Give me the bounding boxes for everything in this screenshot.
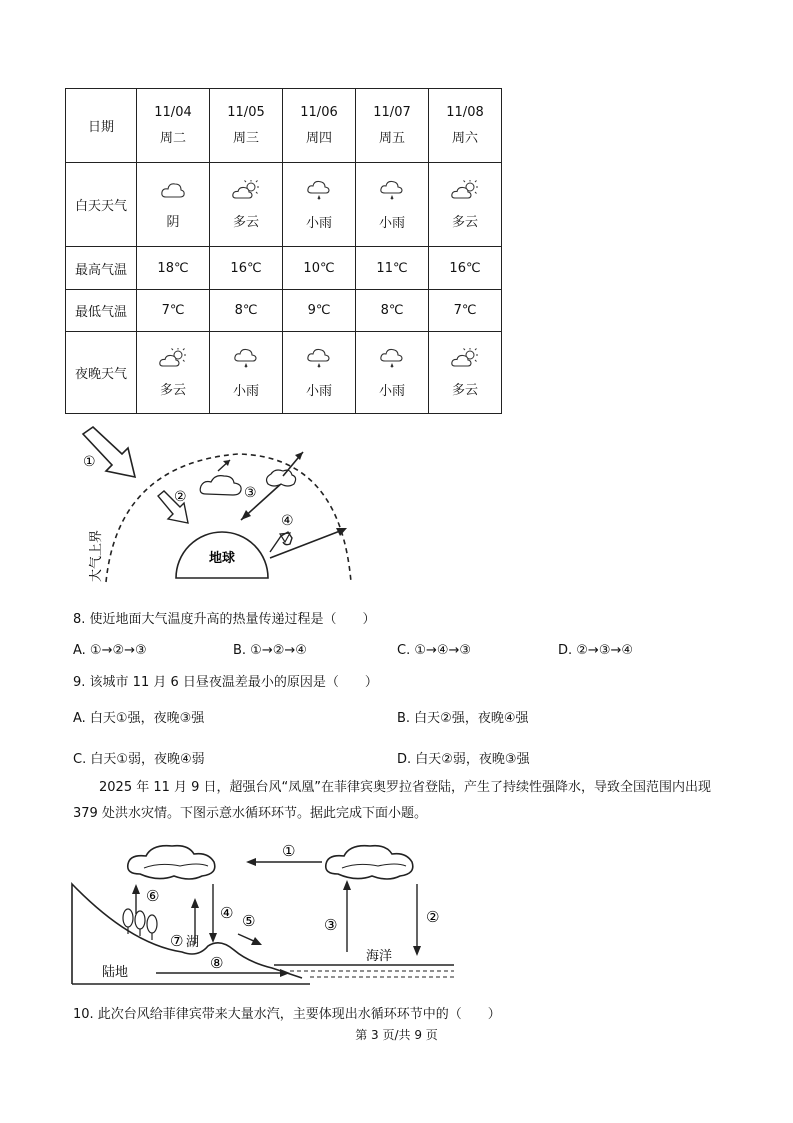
question-8-stem: 8. 使近地面大气温度升高的热量传递过程是（ ） [73, 612, 376, 627]
label-1: ① [282, 842, 296, 860]
label-2: ② [426, 908, 440, 926]
row-header: 白天天气 [66, 163, 137, 247]
day-weather: 多云 [232, 214, 259, 230]
label-8: ⑧ [210, 954, 224, 972]
row-header: 夜晚天气 [66, 332, 137, 414]
date: 11/06 [300, 104, 338, 120]
low-temp: 7℃ [429, 290, 502, 332]
row-header: 日期 [66, 89, 137, 163]
low-temp: 8℃ [356, 290, 429, 332]
label-2: ② [174, 489, 187, 505]
weekday: 周三 [232, 130, 259, 146]
lake-label: 湖 [186, 935, 200, 950]
high-temp: 16℃ [429, 247, 502, 290]
q8-option-d[interactable]: D. ②→③→④ [558, 643, 634, 658]
high-temp: 11℃ [356, 247, 429, 290]
table-row [66, 163, 502, 247]
land-cloud [128, 846, 215, 879]
night-weather: 多云 [451, 382, 478, 398]
light-rain-icon [379, 178, 405, 206]
high-temp: 16℃ [210, 247, 283, 290]
cloudy-icon [160, 179, 186, 205]
date: 11/07 [373, 104, 411, 120]
cloud-shape [200, 476, 241, 495]
day-weather: 小雨 [378, 215, 405, 231]
q9-option-c[interactable]: C. 白天①弱，夜晚④弱 [73, 752, 205, 767]
label-7: ⑦ [170, 932, 184, 950]
table-row [66, 290, 502, 332]
table-row [66, 332, 502, 414]
page-footer: 第 3 页/共 9 页 [355, 1028, 438, 1042]
night-weather: 小雨 [232, 383, 259, 399]
label-3: ③ [324, 916, 338, 934]
water-cycle-diagram [70, 834, 460, 994]
low-temp: 9℃ [283, 290, 356, 332]
ocean-label: 海洋 [366, 949, 393, 964]
label-1: ① [83, 454, 96, 470]
label-3: ③ [244, 485, 257, 501]
light-rain-icon [233, 346, 259, 374]
low-temp: 7℃ [137, 290, 210, 332]
trees [123, 909, 157, 940]
ocean-cloud [326, 846, 413, 879]
label-6: ⑥ [146, 887, 160, 905]
partly-cloudy-icon [231, 179, 261, 205]
light-rain-icon [306, 178, 332, 206]
night-weather: 小雨 [378, 383, 405, 399]
partly-cloudy-icon [450, 347, 480, 373]
date: 11/08 [446, 104, 484, 120]
day-weather: 小雨 [305, 215, 332, 231]
q9-option-d[interactable]: D. 白天②弱，夜晚③强 [397, 752, 530, 767]
night-weather: 小雨 [305, 383, 332, 399]
low-temp: 8℃ [210, 290, 283, 332]
earth-label: 地球 [208, 551, 236, 566]
weather-table [65, 88, 502, 414]
partly-cloudy-icon [450, 179, 480, 205]
table-row [66, 89, 502, 163]
high-temp: 18℃ [137, 247, 210, 290]
high-temp: 10℃ [283, 247, 356, 290]
q8-option-c[interactable]: C. ①→④→③ [397, 643, 472, 658]
date: 11/04 [154, 104, 192, 120]
boundary-label: 大气上界 [89, 529, 104, 582]
q8-option-a[interactable]: A. ①→②→③ [73, 643, 147, 658]
q9-option-a[interactable]: A. 白天①强，夜晚③强 [73, 711, 205, 726]
land-label: 陆地 [102, 965, 129, 980]
question-9-stem: 9. 该城市 11 月 6 日昼夜温差最小的原因是（ ） [73, 675, 378, 690]
weekday: 周六 [451, 130, 478, 146]
question-10-stem: 10. 此次台风给菲律宾带来大量水汽，主要体现出水循环环节中的（ ） [73, 1007, 501, 1022]
weekday: 周四 [305, 130, 332, 146]
row-header: 最高气温 [66, 247, 137, 290]
passage-text: 2025 年 11 月 9 日，超强台风“凤凰”在菲律宾奥罗拉省登陆，产生了持续性强降水，导致全国范围内出现 379 处洪水灾情。下图示意水循环环节。据此完成下面小题。 [73, 780, 712, 821]
q8-option-b[interactable]: B. ①→②→④ [233, 643, 307, 658]
night-weather: 多云 [159, 382, 186, 398]
day-weather: 阴 [166, 214, 180, 230]
date: 11/05 [227, 104, 265, 120]
day-weather: 多云 [451, 214, 478, 230]
atmosphere-heat-diagram [78, 424, 368, 586]
table-row [66, 247, 502, 290]
light-rain-icon [306, 346, 332, 374]
label-4: ④ [220, 904, 234, 922]
label-5: ⑤ [242, 912, 256, 930]
light-rain-icon [379, 346, 405, 374]
row-header: 最低气温 [66, 290, 137, 332]
weekday: 周二 [159, 130, 186, 146]
q9-option-b[interactable]: B. 白天②强，夜晚④强 [397, 711, 529, 726]
label-4: ④ [281, 513, 294, 529]
weekday: 周五 [378, 130, 405, 146]
partly-cloudy-icon [158, 347, 188, 373]
